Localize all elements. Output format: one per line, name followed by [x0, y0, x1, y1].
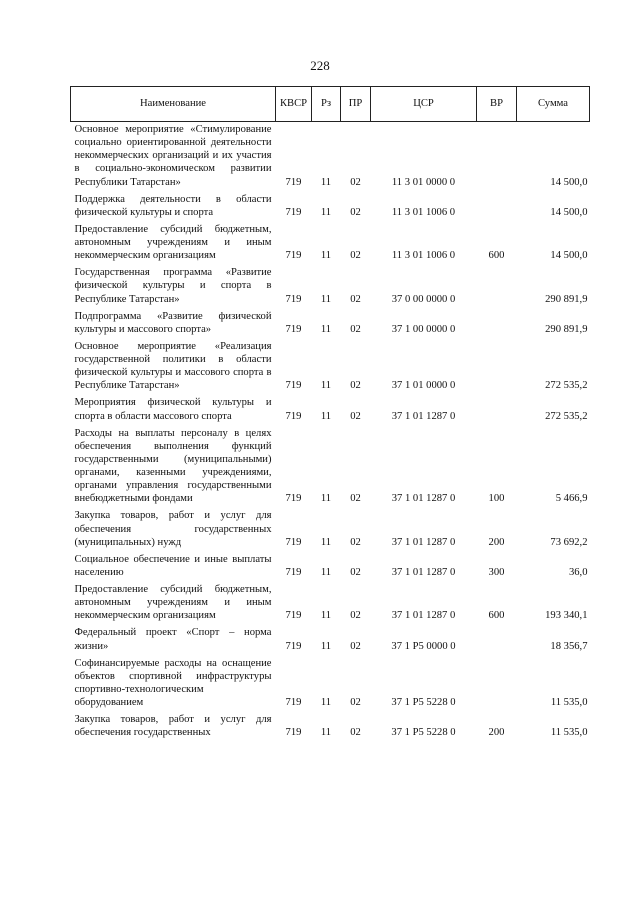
row-name: Софинансируемые расходы на оснащение объектов спортивной инфраструктуры спортивно-технологическим оборудованием: [74, 657, 272, 708]
row-name: Поддержка деятельности в области физической культуры и спорта: [74, 193, 272, 218]
row-name: Закупка товаров, работ и услуг для обеспечения государственных (муниципальных) нужд: [74, 510, 272, 548]
row-vr: 600: [488, 250, 505, 262]
header-kvsr: КВСР: [276, 87, 312, 122]
row-pr: 02: [350, 206, 361, 218]
row-kvsr: 719: [285, 293, 302, 305]
row-kvsr: 719: [285, 640, 302, 652]
header-pr: ПР: [341, 87, 371, 122]
row-csr: 37 1 P5 0000 0: [391, 640, 456, 652]
row-csr: 11 3 01 0000 0: [391, 176, 456, 188]
table-row: [71, 395, 590, 425]
row-rz: 11: [320, 380, 332, 392]
table-row: [71, 656, 590, 713]
row-pr: 02: [350, 640, 361, 652]
row-vr: [477, 265, 517, 308]
row-pr: 02: [350, 410, 361, 422]
row-sum: 36,0: [568, 566, 588, 578]
row-vr: 300: [488, 566, 505, 578]
row-csr: 37 1 01 1287 0: [391, 493, 456, 505]
row-rz: 11: [320, 610, 332, 622]
row-name: Расходы на выплаты персоналу в целях обеспечения выполнения функций государственными (муниципальными) органами, казенными учреждениями, органами управления государственными внебюджетными фондами: [74, 427, 272, 505]
row-vr: [477, 122, 517, 192]
row-sum: 11 535,0: [550, 697, 588, 708]
row-kvsr: 719: [285, 410, 302, 422]
table-row: [71, 712, 590, 742]
row-sum: 14 500,0: [550, 176, 588, 188]
row-name: Предоставление субсидий бюджетным, автономным учреждениям и иным некоммерческим организациям: [74, 223, 272, 262]
table-body: [71, 122, 590, 743]
row-name: Социальное обеспечение и иные выплаты населению: [74, 553, 272, 578]
row-sum: 193 340,1: [545, 610, 588, 622]
row-csr: 11 3 01 1006 0: [391, 250, 456, 262]
row-name: Основное мероприятие «Реализация государственной политики в области физической культуры и массового спорта в Республике Татарстан»: [74, 340, 272, 392]
row-rz: 11: [320, 493, 332, 505]
row-vr: [477, 656, 517, 713]
row-vr: 100: [488, 493, 505, 505]
row-pr: 02: [350, 293, 361, 305]
table-row: [71, 339, 590, 396]
row-kvsr: 719: [285, 566, 302, 578]
header-vr: ВР: [477, 87, 517, 122]
table-header-row: [71, 87, 590, 122]
row-kvsr: 719: [285, 176, 302, 188]
header-sum: Сумма: [517, 87, 590, 122]
row-csr: 11 3 01 1006 0: [391, 206, 456, 218]
row-kvsr: 719: [285, 610, 302, 622]
table-row: [71, 192, 590, 222]
row-vr: [477, 625, 517, 655]
row-vr: 600: [488, 610, 505, 622]
row-pr: 02: [350, 697, 361, 708]
row-sum: 73 692,2: [550, 536, 588, 548]
row-name: Подпрограмма «Развитие физической культуры и массового спорта»: [74, 310, 272, 335]
table-row: [71, 508, 590, 551]
row-csr: 37 1 01 1287 0: [391, 410, 456, 422]
page-number: 228: [310, 58, 330, 73]
row-kvsr: 719: [285, 206, 302, 218]
table-row: [71, 625, 590, 655]
row-pr: 02: [350, 727, 361, 739]
row-csr: 37 1 01 0000 0: [391, 380, 456, 392]
row-rz: 11: [320, 176, 332, 188]
table-row: [71, 309, 590, 339]
row-pr: 02: [350, 176, 361, 188]
row-csr: 37 0 00 0000 0: [391, 293, 456, 305]
row-rz: 11: [320, 536, 332, 548]
row-vr: [477, 339, 517, 396]
row-name: Основное мероприятие «Стимулирование социально ориентированной деятельности некоммерческих организаций и их участия в социально-экономическом развитии Республики Татарстан»: [74, 124, 272, 188]
row-name: Государственная программа «Развитие физической культуры и спорта в Республике Татарстан»: [74, 267, 272, 305]
row-sum: 14 500,0: [550, 250, 588, 262]
row-name: Закупка товаров, работ и услуг для обеспечения государственных: [74, 714, 272, 739]
row-kvsr: 719: [285, 697, 302, 708]
row-csr: 37 1 P5 5228 0: [391, 727, 456, 739]
table-row: [71, 222, 590, 265]
table-row: [71, 265, 590, 308]
row-rz: 11: [320, 293, 332, 305]
header-csr: ЦСР: [371, 87, 477, 122]
row-rz: 11: [320, 323, 332, 335]
row-kvsr: 719: [285, 380, 302, 392]
row-csr: 37 1 P5 5228 0: [391, 697, 456, 708]
row-sum: 18 356,7: [550, 640, 588, 652]
row-rz: 11: [320, 727, 332, 739]
row-rz: 11: [320, 697, 332, 708]
row-vr: [477, 395, 517, 425]
row-pr: 02: [350, 250, 361, 262]
row-rz: 11: [320, 250, 332, 262]
row-rz: 11: [320, 410, 332, 422]
table-row: [71, 582, 590, 625]
row-kvsr: 719: [285, 323, 302, 335]
table-row: [71, 552, 590, 582]
row-sum: 14 500,0: [550, 206, 588, 218]
row-pr: 02: [350, 493, 361, 505]
row-pr: 02: [350, 323, 361, 335]
row-kvsr: 719: [285, 727, 302, 739]
row-sum: 11 535,0: [550, 727, 588, 739]
row-sum: 272 535,2: [545, 380, 588, 392]
row-sum: 5 466,9: [555, 493, 588, 505]
row-sum: 272 535,2: [545, 410, 588, 422]
row-csr: 37 1 00 0000 0: [391, 323, 456, 335]
budget-table: [70, 86, 590, 742]
row-pr: 02: [350, 536, 361, 548]
row-sum: 290 891,9: [545, 323, 588, 335]
row-kvsr: 719: [285, 250, 302, 262]
row-name: Мероприятия физической культуры и спорта в области массового спорта: [74, 397, 272, 422]
row-vr: [477, 309, 517, 339]
row-sum: 290 891,9: [545, 293, 588, 305]
table-row: [71, 426, 590, 509]
row-rz: 11: [320, 566, 332, 578]
row-pr: 02: [350, 610, 361, 622]
row-rz: 11: [320, 640, 332, 652]
table-row: [71, 122, 590, 192]
header-rz: Рз: [312, 87, 341, 122]
row-name: Предоставление субсидий бюджетным, автономным учреждениям и иным некоммерческим организациям: [74, 584, 272, 622]
row-csr: 37 1 01 1287 0: [391, 566, 456, 578]
row-pr: 02: [350, 380, 361, 392]
row-vr: [477, 192, 517, 222]
row-name: Федеральный проект «Спорт – норма жизни»: [74, 627, 272, 652]
row-pr: 02: [350, 566, 361, 578]
row-rz: 11: [320, 206, 332, 218]
row-csr: 37 1 01 1287 0: [391, 610, 456, 622]
row-vr: 200: [488, 536, 505, 548]
row-csr: 37 1 01 1287 0: [391, 536, 456, 548]
header-name: Наименование: [71, 87, 276, 122]
row-kvsr: 719: [285, 493, 302, 505]
row-kvsr: 719: [285, 536, 302, 548]
row-vr: 200: [488, 727, 505, 739]
